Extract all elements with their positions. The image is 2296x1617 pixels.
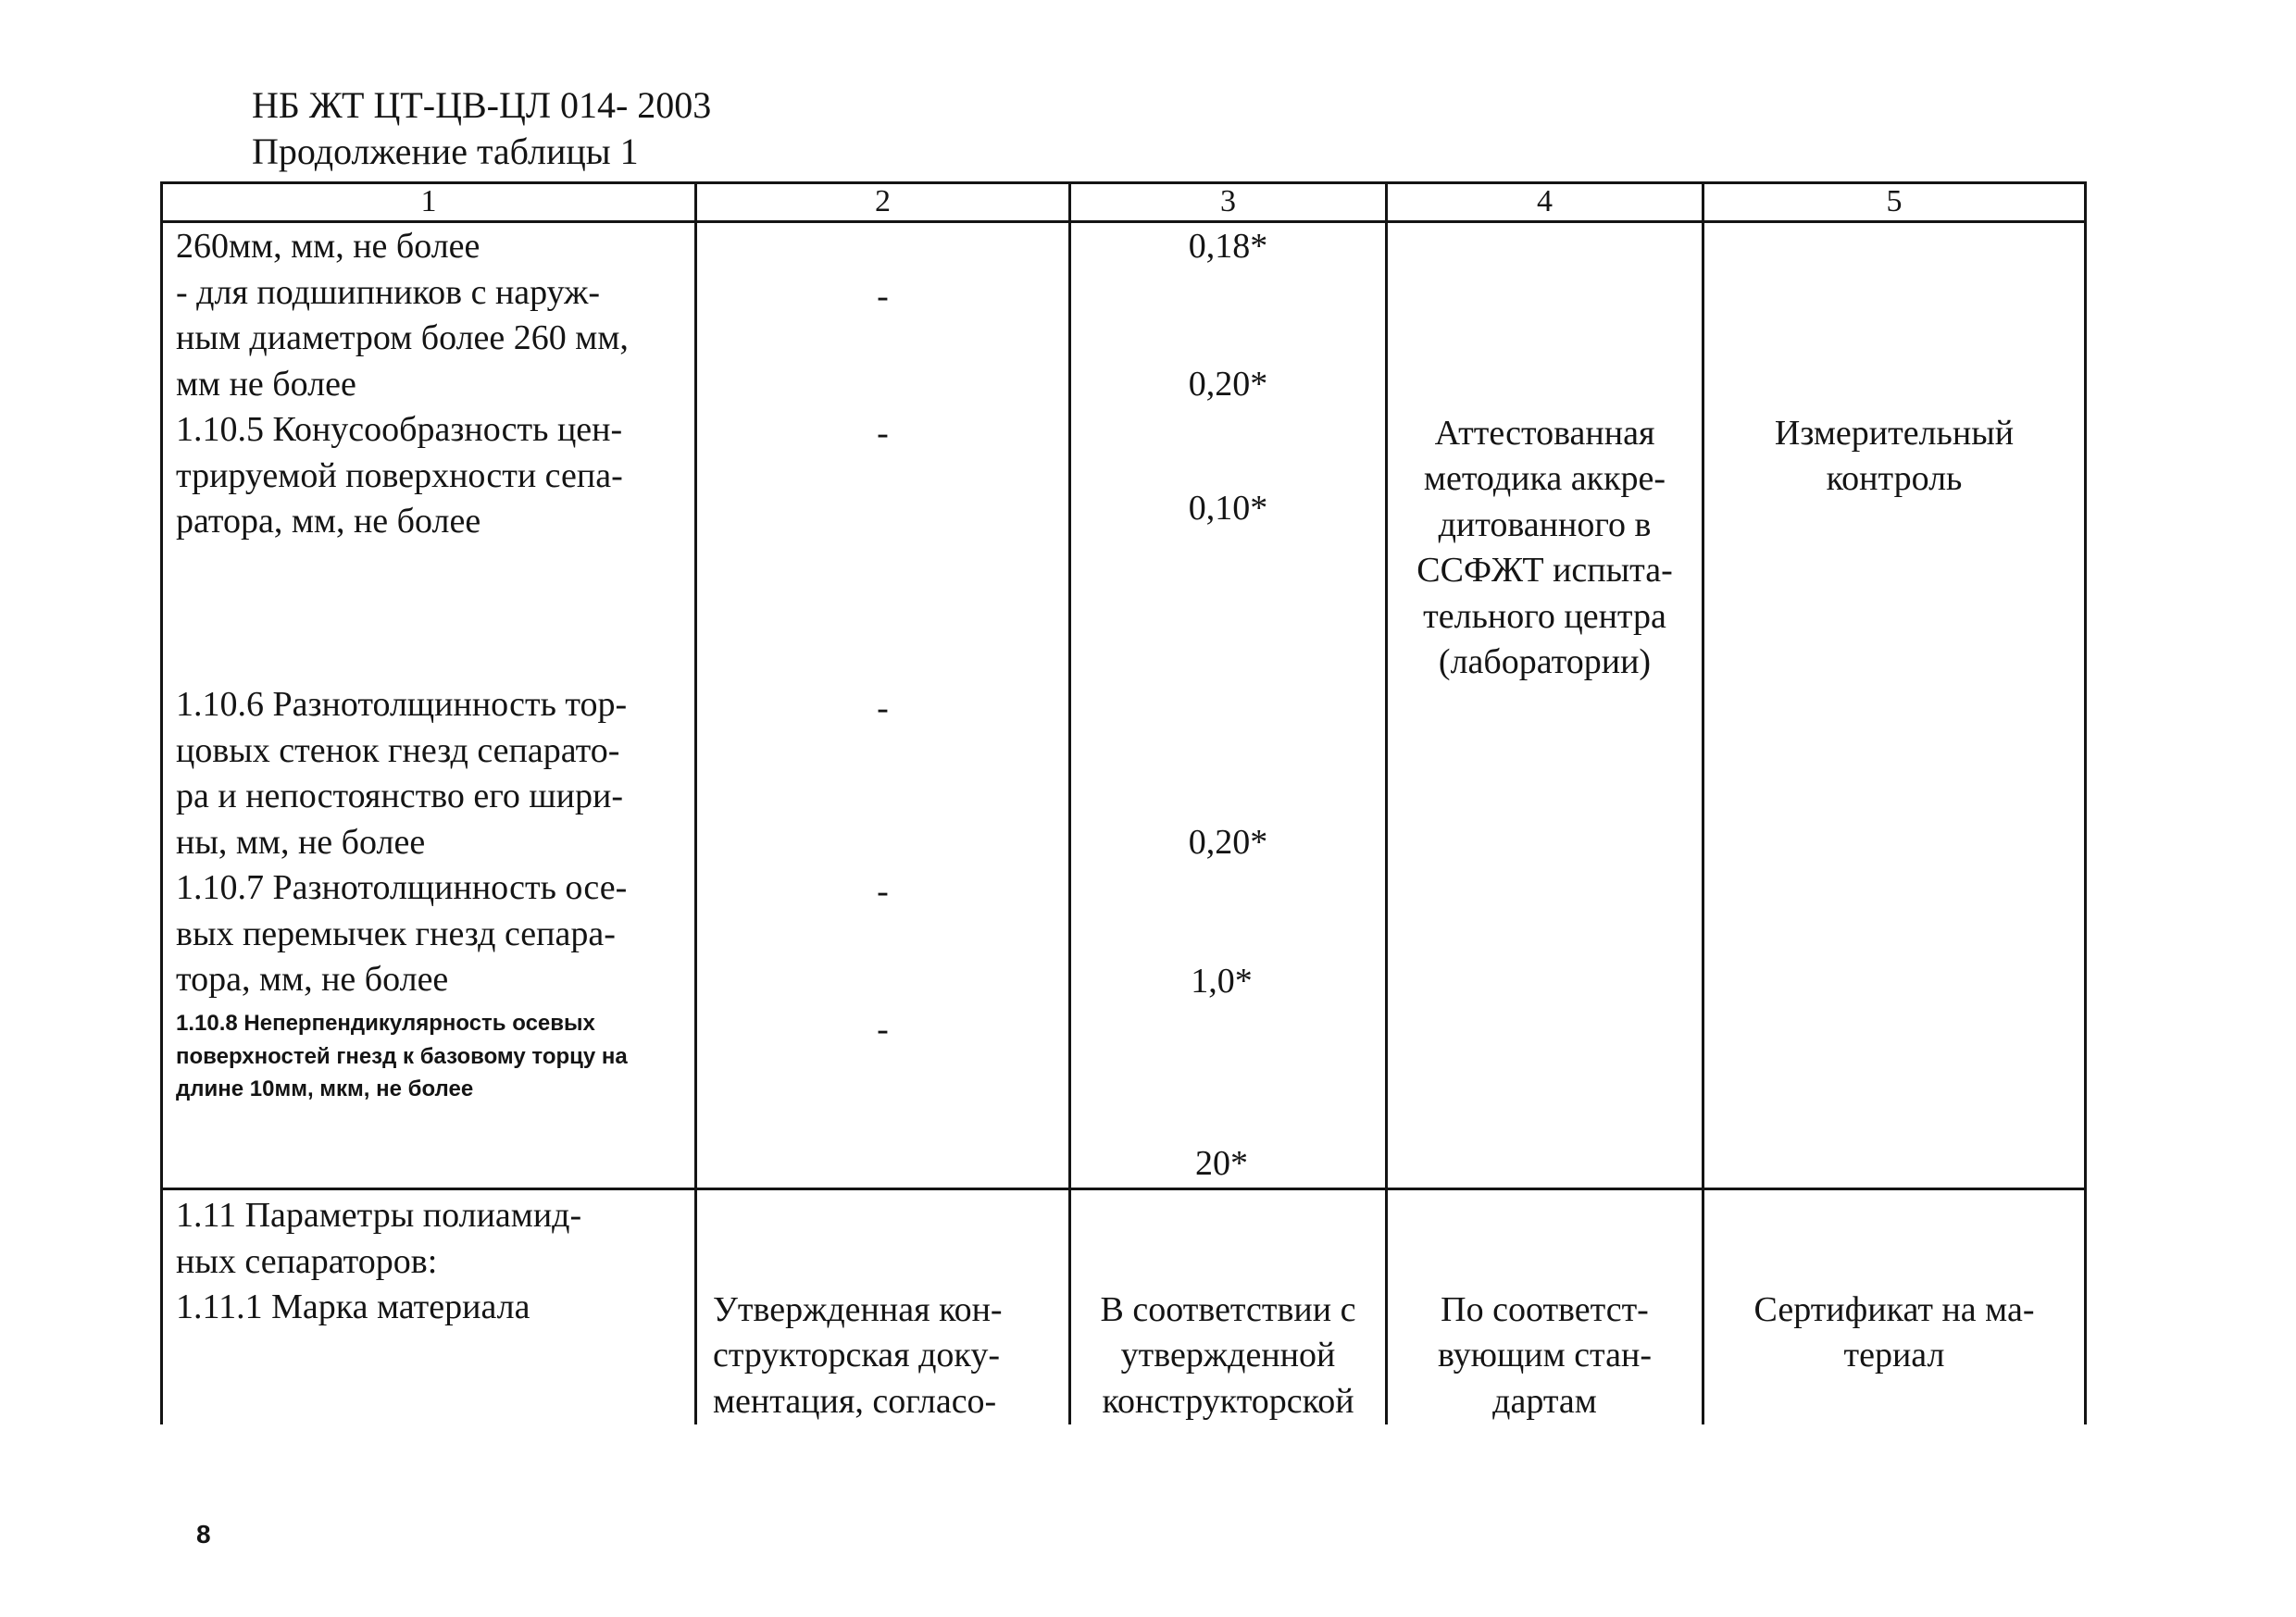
header-row-border bbox=[160, 220, 2087, 223]
cell-text-line: ным диаметром более 260 мм, bbox=[176, 318, 629, 357]
column-number-4: 4 bbox=[1537, 184, 1553, 218]
cell-text-line: 260мм, мм, не более bbox=[176, 227, 480, 266]
column-number-2: 2 bbox=[875, 184, 891, 218]
cell-text-line: В соответствии с bbox=[1100, 1290, 1356, 1329]
cell-text-line: мм не более bbox=[176, 365, 356, 404]
cell-small-text-line: поверхностей гнезд к базовому торцу на bbox=[176, 1044, 628, 1069]
dash-value: - bbox=[877, 1010, 889, 1049]
table-caption: Продолжение таблицы 1 bbox=[252, 131, 639, 172]
norm-value: 0,20* bbox=[1188, 823, 1268, 862]
norm-value: 0,20* bbox=[1188, 365, 1268, 404]
document-code: НБ ЖТ ЦТ-ЦВ-ЦЛ 014- 2003 bbox=[252, 84, 712, 126]
column-divider-1 bbox=[694, 181, 697, 1424]
norm-value: 0,18* bbox=[1188, 227, 1268, 266]
norm-value: 0,10* bbox=[1188, 489, 1268, 528]
table-right-border bbox=[2084, 181, 2087, 1424]
column-divider-3 bbox=[1385, 181, 1388, 1424]
dash-value: - bbox=[877, 689, 889, 728]
cell-text-line: структорская доку- bbox=[713, 1336, 1001, 1374]
column-divider-4 bbox=[1702, 181, 1704, 1424]
norm-value: 20* bbox=[1195, 1144, 1248, 1183]
dash-value: - bbox=[877, 872, 889, 911]
cell-text-line: методика аккре- bbox=[1423, 459, 1666, 498]
norm-value: 1,0* bbox=[1191, 962, 1253, 1001]
column-number-5: 5 bbox=[1886, 184, 1903, 218]
column-number-3: 3 bbox=[1220, 184, 1236, 218]
cell-text-line: Измерительный bbox=[1774, 414, 2015, 453]
cell-text-line: (лаборатории) bbox=[1438, 642, 1652, 681]
dash-value: - bbox=[877, 277, 889, 316]
cell-text-line: тельного центра bbox=[1423, 597, 1666, 636]
cell-text-line: трируемой поверхности сепа- bbox=[176, 456, 623, 495]
cell-small-text-line: длине 10мм, мкм, не более bbox=[176, 1076, 474, 1101]
cell-text-line: вых перемычек гнезд сепара- bbox=[176, 914, 616, 953]
cell-text-line: Аттестованная bbox=[1434, 414, 1655, 453]
row-divider bbox=[160, 1188, 2087, 1190]
cell-text-line: ны, мм, не более bbox=[176, 823, 426, 862]
table-left-border bbox=[160, 181, 163, 1424]
cell-text-line: ментация, согласо- bbox=[713, 1382, 997, 1421]
cell-text-line: вующим стан- bbox=[1438, 1336, 1652, 1374]
cell-text-line: ССФЖТ испыта- bbox=[1416, 551, 1673, 590]
cell-text-line: териал bbox=[1843, 1336, 1945, 1374]
cell-text-line: дитованного в bbox=[1438, 505, 1652, 544]
cell-text-line: 1.11.1 Марка материала bbox=[176, 1287, 530, 1326]
cell-text-line: 1.11 Параметры полиамид- bbox=[176, 1196, 582, 1235]
cell-text-line: утвержденной bbox=[1120, 1336, 1336, 1374]
cell-text-line: 1.10.7 Разнотолщинность осе- bbox=[176, 868, 628, 907]
cell-text-line: 1.10.6 Разнотолщинность тор- bbox=[176, 685, 628, 724]
cell-text-line: По соответст- bbox=[1441, 1290, 1649, 1329]
column-number-1: 1 bbox=[420, 184, 437, 218]
cell-text-line: ра и непостоянство его шири- bbox=[176, 777, 623, 815]
cell-text-line: - для подшипников с наруж- bbox=[176, 273, 601, 312]
cell-text-line: 1.10.5 Конусообразность цен- bbox=[176, 410, 623, 449]
cell-text-line: контроль bbox=[1826, 459, 1963, 498]
cell-text-line: конструкторской bbox=[1102, 1382, 1354, 1421]
dash-value: - bbox=[877, 414, 889, 453]
cell-text-line: цовых стенок гнезд сепарато- bbox=[176, 731, 620, 770]
cell-text-line: дартам bbox=[1492, 1382, 1597, 1421]
cell-text-line: Утвержденная кон- bbox=[713, 1290, 1003, 1329]
page-number: 8 bbox=[196, 1520, 211, 1549]
cell-text-line: ных сепараторов: bbox=[176, 1242, 438, 1281]
cell-text-line: тора, мм, не более bbox=[176, 960, 449, 999]
cell-text-line: Сертификат на ма- bbox=[1753, 1290, 2035, 1329]
cell-text-line: ратора, мм, не более bbox=[176, 502, 481, 541]
cell-small-text-line: 1.10.8 Неперпендикулярность осевых bbox=[176, 1011, 595, 1036]
